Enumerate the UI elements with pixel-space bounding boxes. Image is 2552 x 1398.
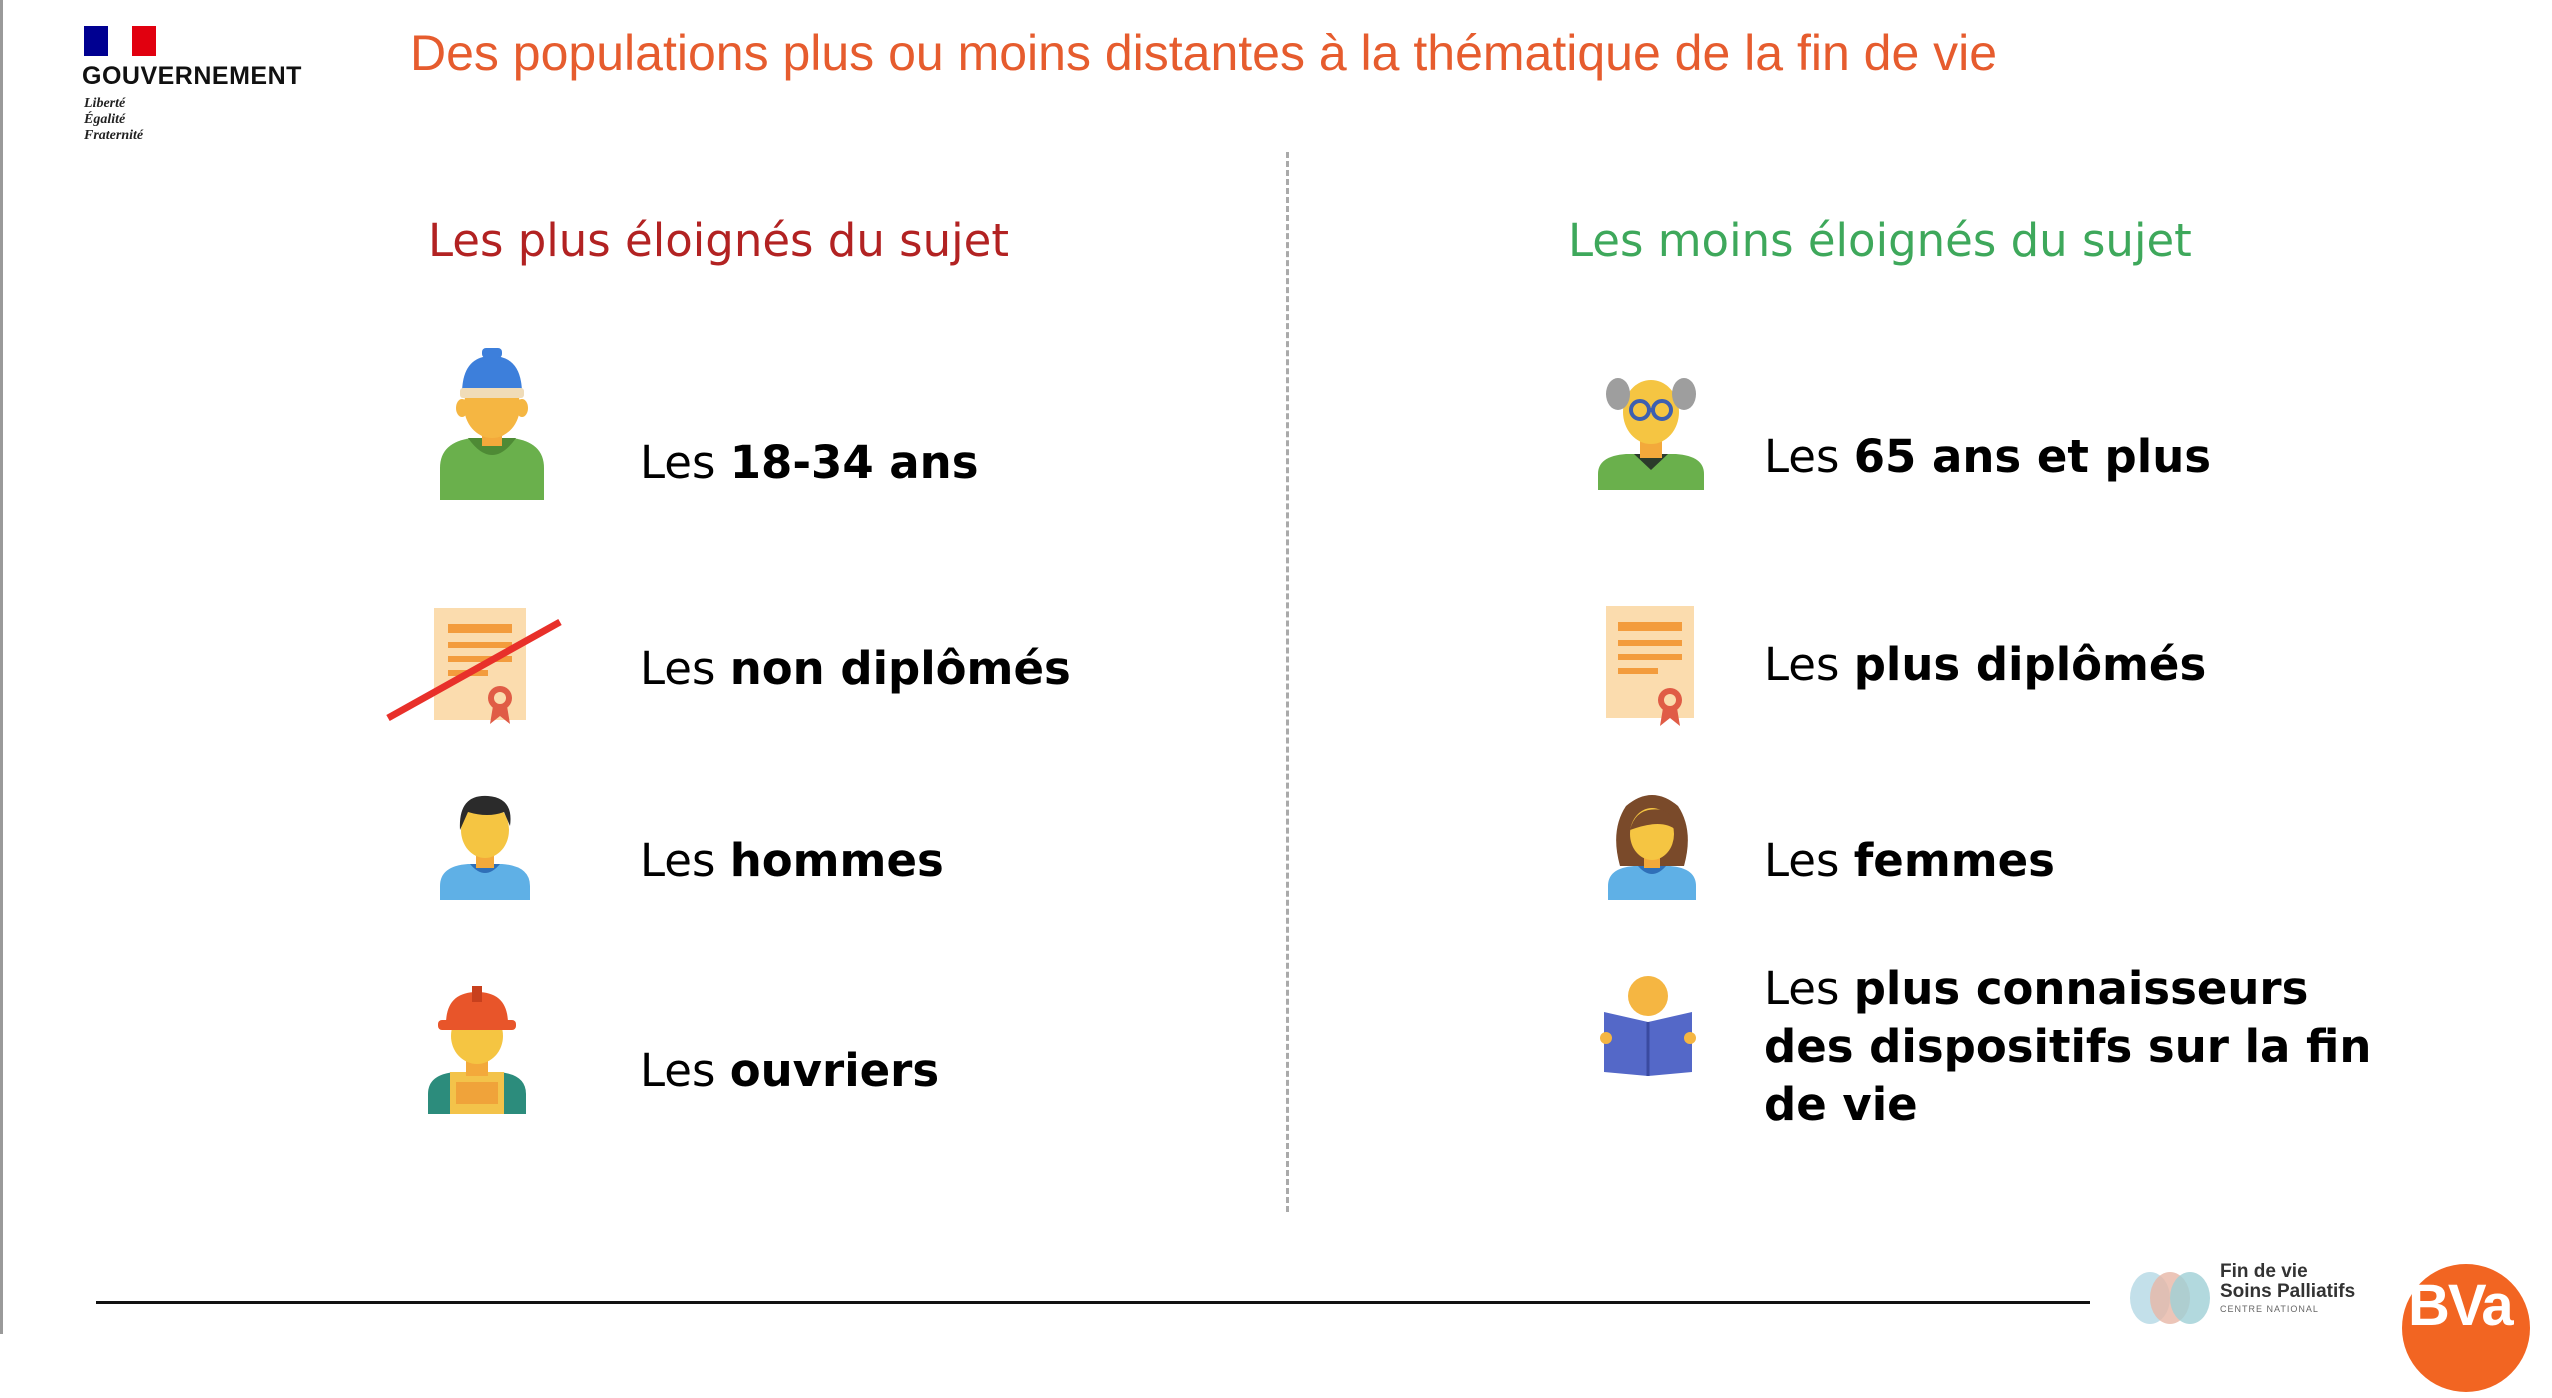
- item-prefix: Les: [640, 834, 730, 887]
- item-prefix: Les: [1764, 430, 1854, 483]
- diploma-icon: [1604, 604, 1696, 728]
- fdv-subtitle: CENTRE NATIONAL: [2220, 1304, 2319, 1314]
- right-item-3-text: [1764, 832, 2055, 890]
- footer-rule: [96, 1301, 2090, 1304]
- left-item-3-text: [640, 832, 944, 890]
- item-bold: femmes: [1853, 834, 2055, 887]
- motto-fraternite: Fraternité: [84, 128, 144, 143]
- bva-logo: [2400, 1258, 2530, 1338]
- elderly-man-icon: [1596, 366, 1706, 490]
- item-bold: ouvriers: [729, 1044, 940, 1097]
- man-icon: [438, 790, 532, 900]
- left-item-1-text: [640, 434, 979, 492]
- right-column-heading: Les moins éloignés du sujet: [1568, 214, 2192, 267]
- item-prefix: Les: [1764, 834, 1854, 887]
- left-item-4-text: [640, 1042, 939, 1100]
- item-prefix: Les: [1764, 638, 1854, 691]
- item-bold: hommes: [729, 834, 944, 887]
- fin-de-vie-emblem-icon: [2128, 1270, 2214, 1326]
- reader-book-icon: [1600, 976, 1696, 1076]
- page-title: Des populations plus ou moins distantes à la thématique de la fin de vie: [410, 25, 1998, 81]
- government-logo: [80, 26, 340, 156]
- item-bold: 18-34 ans: [729, 436, 979, 489]
- bva-wordmark: BVa: [2408, 1273, 2512, 1338]
- fdv-line-2: Soins Palliatifs: [2220, 1281, 2356, 1302]
- page-left-border: [0, 0, 3, 1334]
- item-prefix: Les: [640, 1044, 730, 1097]
- gov-name: GOUVERNEMENT: [82, 62, 302, 90]
- woman-icon: [1606, 790, 1698, 900]
- worker-hardhat-icon: [426, 986, 528, 1114]
- fin-de-vie-logo: [2120, 1262, 2390, 1334]
- item-bold: plus diplômés: [1853, 638, 2207, 691]
- item-prefix: Les: [1764, 962, 1854, 1015]
- crossed-diploma-icon: [384, 600, 564, 730]
- motto-egalite: Égalité: [84, 112, 126, 127]
- left-item-2-text: [640, 640, 1071, 698]
- right-item-4-text: [1764, 960, 2384, 1134]
- fdv-line-1: Fin de vie: [2220, 1261, 2308, 1282]
- motto-liberte: Liberté: [84, 96, 126, 111]
- fin-de-vie-title: [2220, 1262, 2355, 1302]
- column-divider: [1286, 152, 1289, 1212]
- gov-motto: [84, 96, 143, 144]
- marianne-flag-icon: [84, 26, 156, 56]
- right-item-2-text: [1764, 636, 2206, 694]
- item-prefix: Les: [640, 642, 730, 695]
- young-person-cap-icon: [432, 348, 552, 500]
- item-prefix: Les: [640, 436, 730, 489]
- right-item-1-text: [1764, 428, 2211, 486]
- item-bold: plus connaisseurs des dispositifs sur la fin de vie: [1764, 962, 2372, 1131]
- item-bold: non diplômés: [729, 642, 1071, 695]
- left-column-heading: Les plus éloignés du sujet: [428, 214, 1009, 267]
- item-bold: 65 ans et plus: [1853, 430, 2212, 483]
